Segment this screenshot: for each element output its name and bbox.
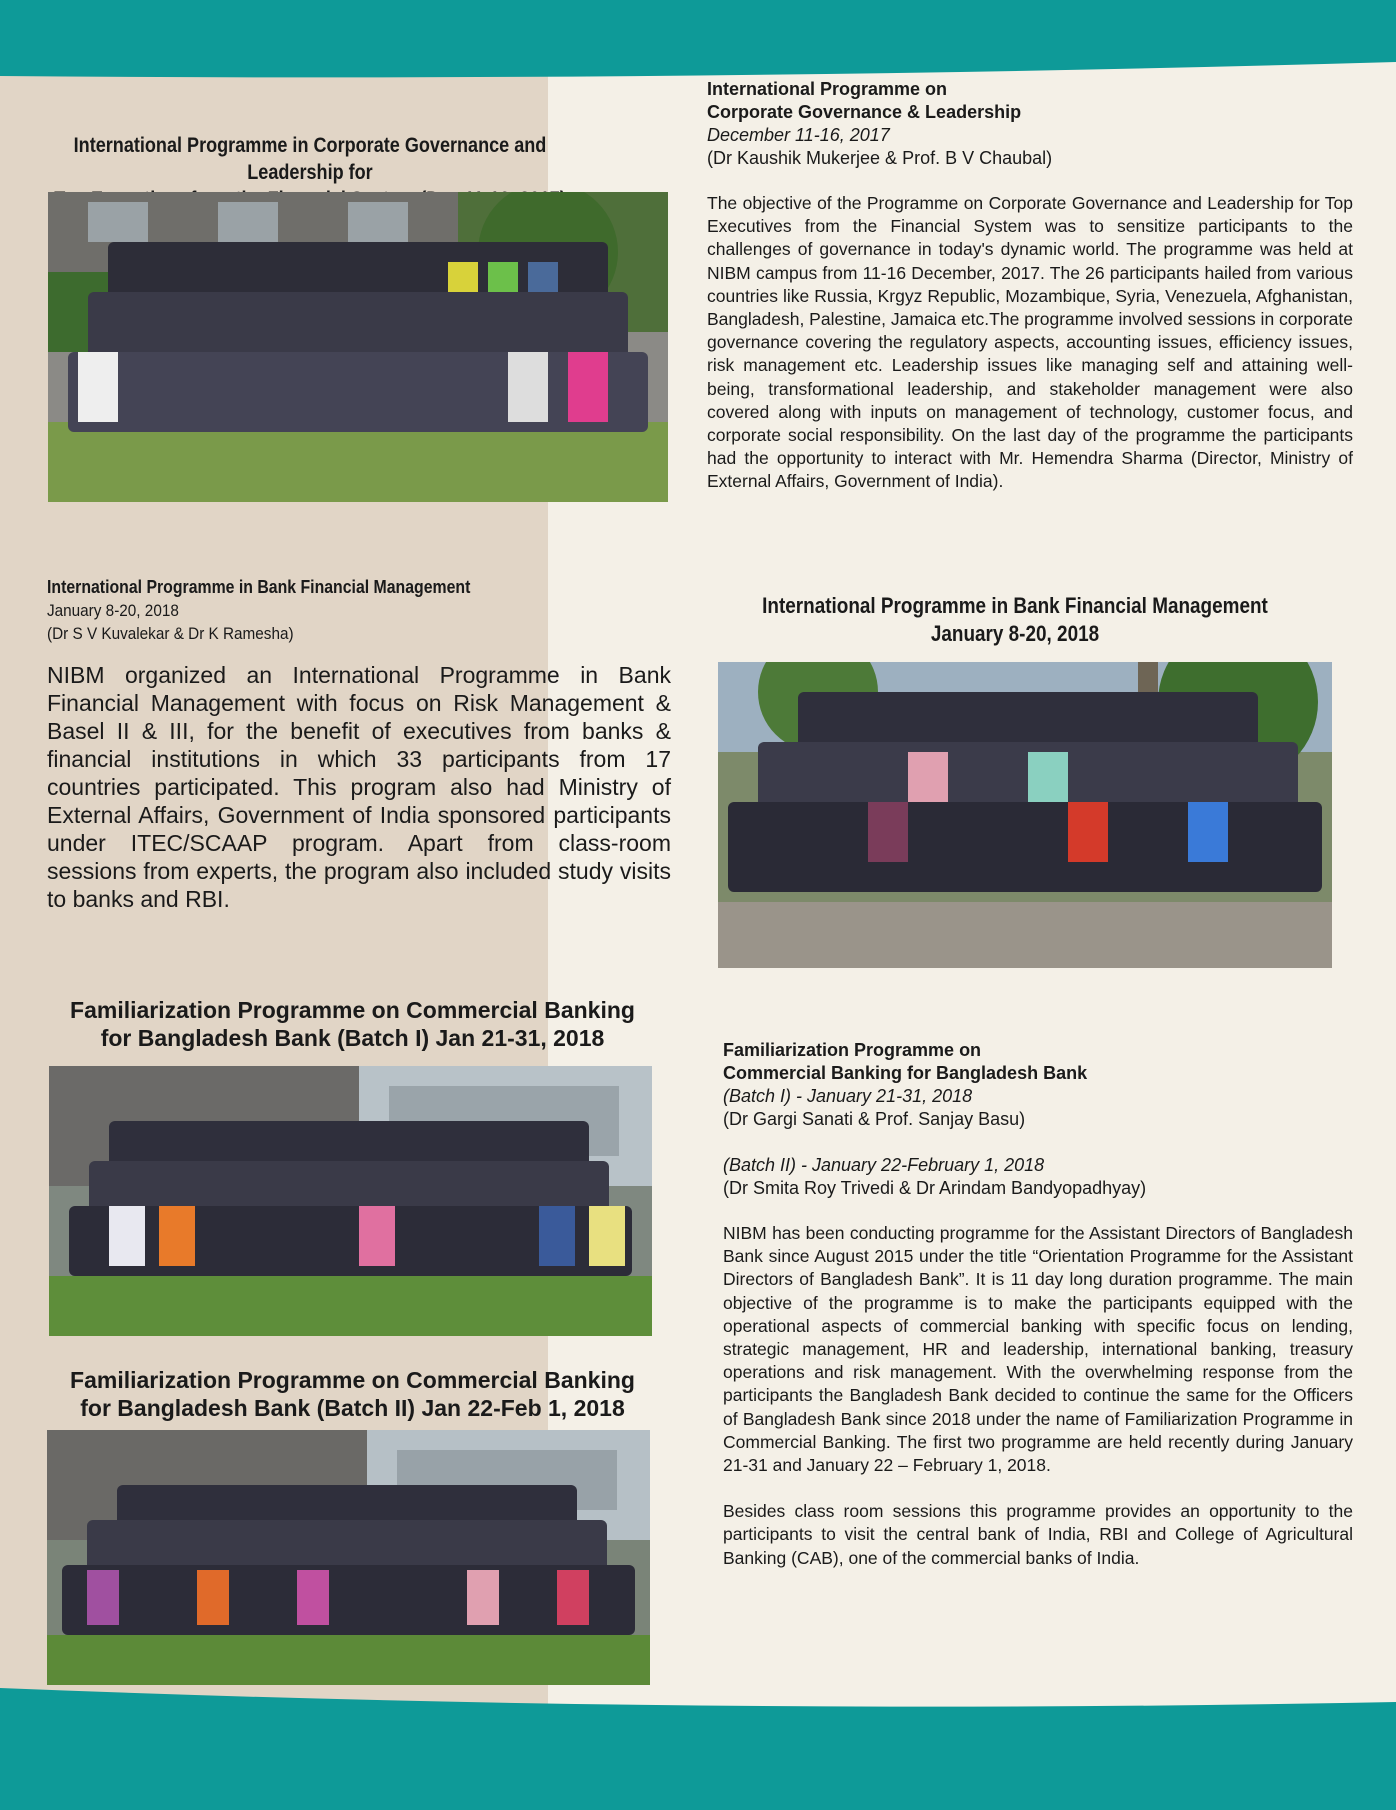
bfm-caption-line2: January 8-20, 2018 <box>930 621 1100 646</box>
bfm-body: NIBM organized an International Programme in Bank Financial Management with focus on Risk Management & Basel II & III, for the benefit of executives from banks & financial institutions in which 33 participants from 17 countries participated. This program also had Ministry of External Affairs, Government of India sponsored participants under ITEC/SCAAP program. Apart from class-room sessions from experts, the program also included study visits to banks and RBI. <box>47 662 671 912</box>
bb-batch1-group-photo <box>49 1066 652 1336</box>
bfm-article <box>47 576 671 913</box>
cg-body: The objective of the Programme on Corporate Governance and Leadership for Top Executives from the Financial System was to sensitize participants to the challenges of governance in today's dynamic world. The programme was held at NIBM campus from 11-16 December, 2017. The 26 participants hailed from various countries like Russia, Krgyz Republic, Mozambique, Syria, Venezuela, Afghanistan, Bangladesh, Palestine, Jamaica etc.The programme involved sessions in corporate governance covering the regulatory aspects, accounting issues, efficiency issues, risk management etc. Leadership issues like managing self and attaining well-being, transformational leadership, and stakeholder management were also covered along with inputs on management of technology, customer focus, and corporate social responsibility. On the last day of the programme the participants had the opportunity to interact with Mr. Hemendra Sharma (Director, Ministry of External Affairs, Government of India). <box>707 193 1353 492</box>
cg-caption-line1: International Programme in Corporate Governance and Leadership for <box>73 134 547 184</box>
bb-batch2-group-photo <box>47 1430 650 1685</box>
bb-batch1-caption-line2: for Bangladesh Bank (Batch I) Jan 21-31, 2018 <box>100 1025 605 1051</box>
bb-article <box>723 1039 1353 1570</box>
top-teal-band <box>0 0 1396 78</box>
bfm-photo-caption <box>727 592 1303 648</box>
cg-title-line1: International Programme on <box>707 79 948 99</box>
bfm-group-photo <box>718 662 1332 968</box>
bfm-faculty: (Dr S V Kuvalekar & Dr K Ramesha) <box>47 624 294 643</box>
bb-title-line1: Familiarization Programme on <box>723 1040 982 1060</box>
bb-batch1-caption-line1: Familiarization Programme on Commercial Banking <box>70 997 635 1023</box>
bb-body1: NIBM has been conducting programme for the Assistant Directors of Bangladesh Bank since August 2015 under the title “Orientation Programme for the Assistant Directors of Bangladesh Bank”. It is 11 day long duration programme. The main objective of the programme is to make the participants equipped with the operational aspects of commercial banking with specific focus on lending, strategic management, HR and leadership, international banking, treasury operations and risk management. With the overwhelming response from the participants the Bangladesh Bank decided to continue the same for the Officers of Bangladesh Bank since 2018 under the name of Familiarization Programme in Commercial Banking. The first two programme are held recently during January 21-31 and January 22 – February 1, 2018. <box>723 1223 1353 1476</box>
cg-article <box>707 78 1353 494</box>
bfm-title: International Programme in Bank Financial Management <box>47 577 471 597</box>
bfm-caption-line1: International Programme in Bank Financial Management <box>762 593 1268 618</box>
bb-batch2-date: (Batch II) - January 22-February 1, 2018 <box>723 1155 1045 1175</box>
bb-batch2-caption-line2: for Bangladesh Bank (Batch II) Jan 22-Feb 1, 2018 <box>80 1395 625 1421</box>
cg-group-photo <box>48 192 668 502</box>
bfm-date: January 8-20, 2018 <box>47 601 179 620</box>
bb-batch2-caption <box>30 1366 675 1422</box>
cg-title-line2: Corporate Governance & Leadership <box>707 102 1022 122</box>
bottom-teal-band <box>0 1680 1396 1810</box>
bb-batch1-faculty: (Dr Gargi Sanati & Prof. Sanjay Basu) <box>723 1109 1026 1129</box>
bb-batch1-date: (Batch I) - January 21-31, 2018 <box>723 1086 973 1106</box>
bb-body2: Besides class room sessions this programme provides an opportunity to the participants to visit the central bank of India, RBI and College of Agricultural Banking (CAB), one of the commercial banks of India. <box>723 1501 1353 1568</box>
bb-batch1-caption <box>30 996 675 1052</box>
cg-date: December 11-16, 2017 <box>707 125 890 145</box>
cg-faculty: (Dr Kaushik Mukerjee & Prof. B V Chaubal) <box>707 148 1053 168</box>
bb-batch2-faculty: (Dr Smita Roy Trivedi & Dr Arindam Bandyopadhyay) <box>723 1178 1147 1198</box>
bb-title-line2: Commercial Banking for Bangladesh Bank <box>723 1063 1088 1083</box>
bb-batch2-caption-line1: Familiarization Programme on Commercial Banking <box>70 1367 635 1393</box>
